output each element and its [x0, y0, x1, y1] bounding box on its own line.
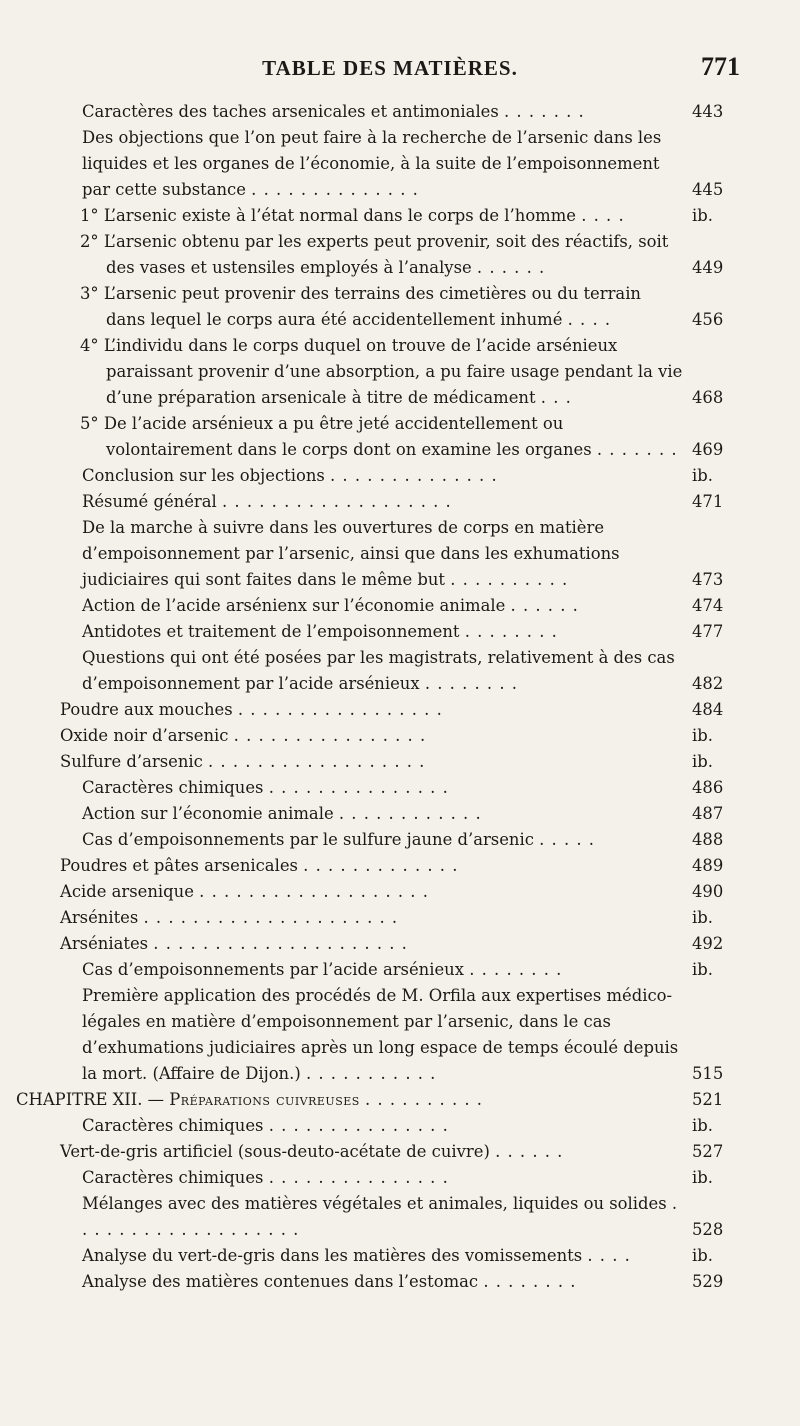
toc-entry: Vert-de-gris artificiel (sous-deuto-acétate de cuivre) . . . . . . 527	[60, 1139, 742, 1165]
chapter-heading: CHAPITRE XII. — Préparations cuivreuses . . . . . . . . . . 521	[60, 1087, 742, 1113]
toc-page: 482	[692, 674, 724, 693]
toc-page: 529	[692, 1272, 724, 1291]
toc-page: 469	[692, 440, 724, 459]
toc-page: ib.	[692, 1168, 713, 1187]
toc-entry: Caractères chimiques . . . . . . . . . . . . . . . ib.	[60, 1113, 742, 1139]
toc-entry: Poudres et pâtes arsenicales . . . . . . . . . . . . . 489	[60, 853, 742, 879]
toc-entry: Questions qui ont été posées par les magistrats, relativement à des cas d’empoisonnement par l’acide arsénieux . . . . . . . . 482	[60, 645, 742, 697]
toc-page: 489	[692, 856, 724, 875]
toc-page: 477	[692, 622, 724, 641]
toc-entry: Oxide noir d’arsenic . . . . . . . . . . . . . . . . ib.	[60, 723, 742, 749]
toc-entry: Antidotes et traitement de l’empoisonnement . . . . . . . . 477	[60, 619, 742, 645]
toc-page: 487	[692, 804, 724, 823]
toc-entry: Acide arsenique . . . . . . . . . . . . . . . . . . . 490	[60, 879, 742, 905]
toc-entry: Mélanges avec des matières végétales et animales, liquides ou solides . . . . . . . . . . . . . . . . . . . 528	[60, 1191, 742, 1243]
toc-page: 527	[692, 1142, 724, 1161]
toc-page: ib.	[692, 960, 713, 979]
toc-entry: Arsénites . . . . . . . . . . . . . . . . . . . . . ib.	[60, 905, 742, 931]
toc-page: 443	[692, 102, 724, 121]
toc-page: ib.	[692, 726, 713, 745]
running-header	[40, 52, 740, 96]
toc-entry: Analyse du vert-de-gris dans les matières des vomissements . . . . ib.	[60, 1243, 742, 1269]
toc-entry: Conclusion sur les objections . . . . . . . . . . . . . . ib.	[60, 463, 742, 489]
toc-entry: Sulfure d’arsenic . . . . . . . . . . . . . . . . . . ib.	[60, 749, 742, 775]
toc-entry: Analyse des matières contenues dans l’estomac . . . . . . . . 529	[60, 1269, 742, 1295]
page-title: TABLE DES MATIÈRES.	[262, 56, 518, 80]
toc-entry: Caractères chimiques . . . . . . . . . . . . . . . ib.	[60, 1165, 742, 1191]
toc-page: 492	[692, 934, 724, 953]
toc-page: 490	[692, 882, 724, 901]
toc-page: ib.	[692, 206, 713, 225]
toc-entry: Des objections que l’on peut faire à la recherche de l’arsenic dans les liquides et les organes de l’économie, à la suite de l’empoisonnement par cette substance . . . . . . . . . . . . . . 445	[60, 125, 742, 203]
toc-page: ib.	[692, 908, 713, 927]
table-of-contents	[16, 99, 742, 1295]
toc-page: ib.	[692, 466, 713, 485]
toc-entry: Résumé général . . . . . . . . . . . . . . . . . . . 471	[60, 489, 742, 515]
toc-page: ib.	[692, 1246, 713, 1265]
toc-page: 528	[692, 1220, 724, 1239]
toc-page: 456	[692, 310, 724, 329]
toc-entry: De la marche à suivre dans les ouvertures de corps en matière d’empoisonnement par l’arsenic, ainsi que dans les exhumations judiciaires qui sont faites dans le même but . . . . . . . . . . 473	[60, 515, 742, 593]
toc-entry: 3° L’arsenic peut provenir des terrains des cimetières ou du terrain dans lequel le corps aura été accidentellement inhumé . . . . 456	[60, 281, 742, 333]
toc-page: ib.	[692, 752, 713, 771]
toc-page: 515	[692, 1064, 724, 1083]
toc-entry: 5° De l’acide arsénieux a pu être jeté accidentellement ou volontairement dans le corps dont on examine les organes . . . . . . . 469	[60, 411, 742, 463]
toc-page: 486	[692, 778, 724, 797]
toc-page: 468	[692, 388, 724, 407]
toc-page: 474	[692, 596, 724, 615]
toc-entry: Première application des procédés de M. Orfila aux expertises médico-légales en matière d’empoisonnement par l’arsenic, dans le cas d’exhumations judiciaires après un long espace de temps écoulé depuis la mort. (Affaire de Dijon.) . . . . . . . . . . . 515	[60, 983, 742, 1087]
toc-page: 445	[692, 180, 724, 199]
toc-entry: 1° L’arsenic existe à l’état normal dans le corps de l’homme . . . . ib.	[60, 203, 742, 229]
toc-entry: 4° L’individu dans le corps duquel on trouve de l’acide arsénieux paraissant provenir d’une absorption, a pu faire usage pendant la vie d’une préparation arsenicale à titre de médicament . . . 468	[60, 333, 742, 411]
toc-entry: Poudre aux mouches . . . . . . . . . . . . . . . . . 484	[60, 697, 742, 723]
toc-page: 488	[692, 830, 724, 849]
toc-entry: 2° L’arsenic obtenu par les experts peut provenir, soit des réactifs, soit des vases et ustensiles employés à l’analyse . . . . . . 449	[60, 229, 742, 281]
toc-page: 449	[692, 258, 724, 277]
toc-page: 473	[692, 570, 724, 589]
toc-entry: Cas d’empoisonnements par le sulfure jaune d’arsenic . . . . . 488	[60, 827, 742, 853]
toc-entry: Caractères chimiques . . . . . . . . . . . . . . . 486	[60, 775, 742, 801]
toc-entry: Action sur l’économie animale . . . . . . . . . . . . 487	[60, 801, 742, 827]
toc-entry: Cas d’empoisonnements par l’acide arsénieux . . . . . . . . ib.	[60, 957, 742, 983]
toc-entry: Action de l’acide arsénienx sur l’économie animale . . . . . . 474	[60, 593, 742, 619]
page-number: 771	[701, 52, 740, 81]
toc-entry: Caractères des taches arsenicales et antimoniales . . . . . . . 443	[60, 99, 742, 125]
toc-page: ib.	[692, 1116, 713, 1135]
toc-page: 521	[692, 1090, 724, 1109]
toc-page: 471	[692, 492, 724, 511]
toc-page: 484	[692, 700, 724, 719]
toc-entry: Arséniates . . . . . . . . . . . . . . . . . . . . . 492	[60, 931, 742, 957]
